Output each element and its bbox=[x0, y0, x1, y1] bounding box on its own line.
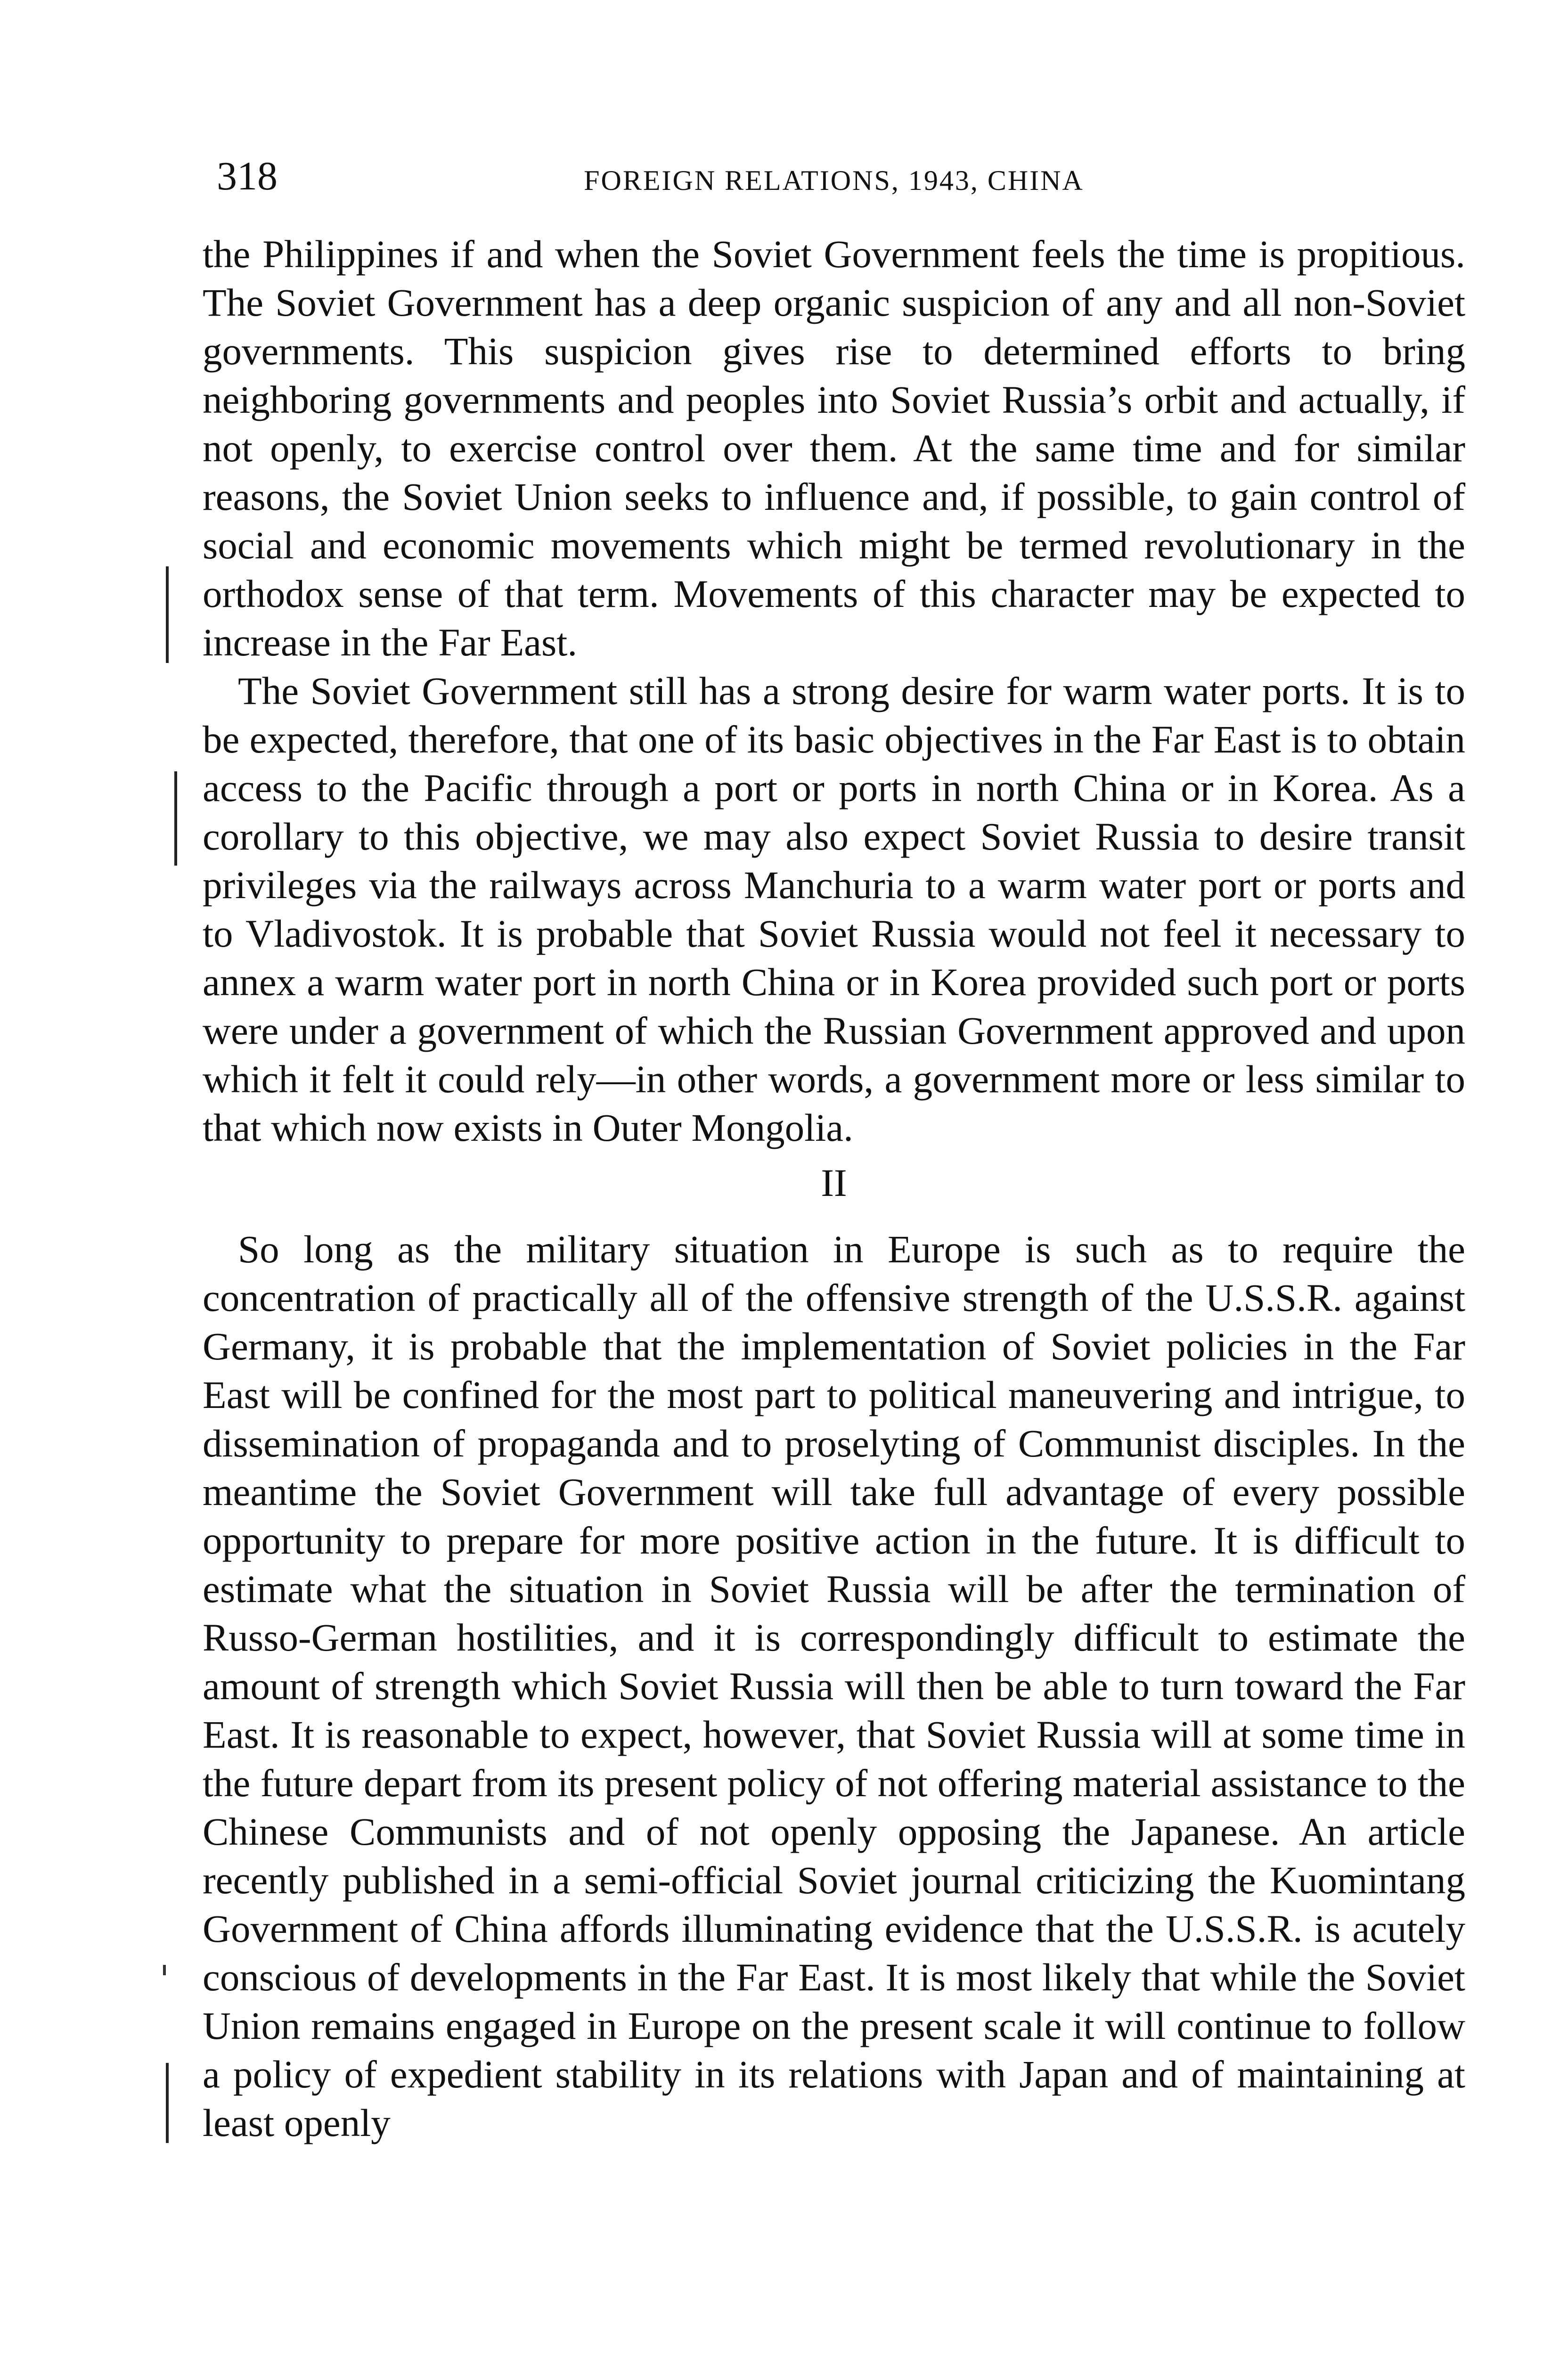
margin-annotation-line bbox=[166, 566, 169, 663]
paragraph-3: So long as the military situation in Europe is such as to require the concentration of practically all of the offensive strength of the U.S.S.R. against Germany, it is probable that the implementation of Soviet policies in the Far East will be confined for the most part to political maneuvering and intrigue, to dissemination of propaganda and to proselyting of Communist disciples. In the meantime the Soviet Government will take full advantage of every possible opportunity to prepare for more positive action in the future. It is difficult to estimate what the situation in Soviet Russia will be after the termination of Russo-German hostilities, and it is correspondingly difficult to estimate the amount of strength which Soviet Russia will then be able to turn toward the Far East. It is reasonable to expect, however, that Soviet Russia will at some time in the future depart from its present policy of not offering material assistance to the Chinese Communists and of not openly opposing the Japanese. An article recently published in a semi-official Soviet journal criticizing the Kuomintang Government of China affords illuminating evidence that the U.S.S.R. is acutely conscious of developments in the Far East. It is most likely that while the Soviet Union remains engaged in Europe on the present scale it will continue to follow a policy of expedient stability in its relations with Japan and of maintaining at least openly bbox=[203, 1227, 1465, 2144]
page-number: 318 bbox=[217, 153, 278, 198]
margin-annotation-line bbox=[166, 2063, 169, 2143]
paragraph-2: The Soviet Government still has a strong desire for warm water ports. It is to be expected, therefore, that one of its basic objectives in the Far East is to obtain access to the Pacific through a port or ports in north China or in Korea. As a corollary to this objective, we may also expect Soviet Russia to desire transit privileges via the railways across Manchuria to a warm water port or ports and to Vladivostok. It is probable that Soviet Russia would not feel it necessary to annex a warm water port in north China or in Korea provided such port or ports were under a government of which the Russian Government approved and upon which it felt it could rely—in other words, a government more or less similar to that which now exists in Outer Mongolia. bbox=[203, 669, 1465, 1149]
running-title: FOREIGN RELATIONS, 1943, CHINA bbox=[584, 165, 1084, 196]
paragraph-1: the Philippines if and when the Soviet Government feels the time is propitious. The Soviet Government has a deep organic suspicion of any and all non-Soviet governments. This suspicion gives rise to determined efforts to bring neighboring governments and peoples into Soviet Russia’s orbit and actually, if not openly, to exercise control over them. At the same time and for similar reasons, the Soviet Union seeks to influence and, if possible, to gain control of social and economic movements which might be termed revolutionary in the orthodox sense of that term. Movements of this character may be expected to increase in the Far East. bbox=[203, 232, 1465, 664]
body-text bbox=[203, 230, 1465, 2147]
running-header bbox=[217, 150, 1451, 202]
margin-annotation-mark bbox=[163, 1965, 166, 1975]
margin-annotation-line bbox=[174, 771, 177, 866]
section-heading: II bbox=[821, 1161, 847, 1204]
